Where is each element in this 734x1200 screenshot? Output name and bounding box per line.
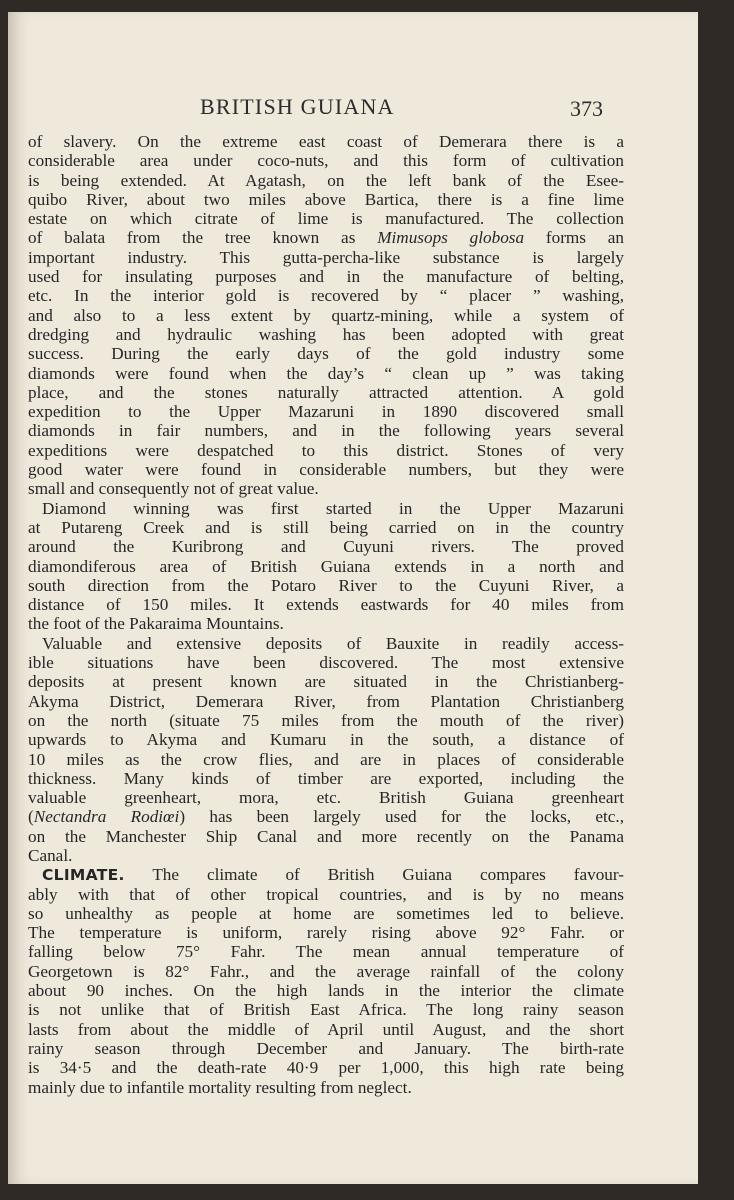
text-line: ably with that of other tropical countries, and is by no means [28,884,624,904]
text-line: good water were found in considerable numbers, but they were [28,460,624,480]
page-header [8,90,698,130]
text-line: is 34·5 and the death-rate 40·9 per 1,000, this high rate being [28,1058,624,1078]
text-line: estate on which citrate of lime is manufactured. The collection [28,209,624,229]
text-line: quibo River, about two miles above Bartica, there is a fine lime [28,189,624,209]
text-line: expedition to the Upper Mazaruni in 1890 discovered small [28,402,624,422]
text-line: Akyma District, Demerara River, from Plantation Christianberg [28,691,624,711]
text-line: place, and the stones naturally attracted attention. A gold [28,382,624,402]
text-fragment: forms an [524,228,624,248]
text-line: 10 miles as the crow flies, and are in places of considerable [28,749,624,769]
text-line: diamonds were found when the day’s “ clean up ” was taking [28,363,624,383]
text-line: falling below 75° Fahr. The mean annual temperature of [28,942,624,962]
text-fragment: has been largely used for the locks, etc., [209,807,625,827]
climate-heading: CLIMATE. [42,866,125,885]
text-line-paragraph-start: Diamond winning was first started in the Upper Mazaruni [42,498,624,518]
text-line: mainly due to infantile mortality resulting from neglect. [28,1077,412,1097]
text-line: expeditions were despatched to this district. Stones of very [28,440,624,460]
text-line: the foot of the Pakaraima Mountains. [28,614,284,634]
text-line: south direction from the Potaro River to the Cuyuni River, a [28,575,624,595]
text-line: valuable greenheart, mora, etc. British Guiana greenheart [28,788,624,808]
text-line: is not unlike that of British East Africa. The long rainy season [28,1000,624,1020]
text-line-paragraph-start: Valuable and extensive deposits of Bauxite in readily access- [42,633,624,653]
text-line: of slavery. On the extreme east coast of Demerara there is a [28,132,624,151]
text-line: success. During the early days of the gold industry some [28,344,624,364]
text-line: ible situations have been discovered. The most extensive [28,653,624,673]
text-line: considerable area under coco-nuts, and this form of cultivation [28,151,624,171]
running-head: BRITISH GUIANA [200,94,395,119]
text-line-greenheart [28,807,624,826]
text-line: rainy season through December and January. The birth-rate [28,1038,624,1058]
text-line: important industry. This gutta-percha-like substance is largely [28,247,624,267]
text-line: Canal. [28,845,73,865]
text-line: Georgetown is 82° Fahr., and the average rainfall of the colony [28,961,624,981]
text-line: lasts from about the middle of April until August, and the short [28,1019,624,1039]
italic-species-name: Mimusops globosa [377,228,525,248]
text-line: The temperature is uniform, rarely rising above 92° Fahr. or [28,923,624,943]
text-line: etc. In the interior gold is recovered by “ placer ” washing, [28,286,624,306]
text-line: and also to a less extent by quartz-mining, while a system of [28,305,624,325]
page-number: 373 [570,96,603,121]
text-line: thickness. Many kinds of timber are exported, including the [28,768,624,788]
body-text [28,132,624,1097]
book-page [8,12,698,1184]
text-line: on the Manchester Ship Canal and more recently on the Panama [28,826,624,846]
text-line: deposits at present known are situated in the Christianberg- [28,672,624,692]
text-fragment: The climate of British Guiana compares favour- [152,865,624,885]
text-line: used for insulating purposes and in the manufacture of belting, [28,267,624,287]
text-line: around the Kuribrong and Cuyuni rivers. The proved [28,537,624,557]
text-line: about 90 inches. On the high lands in the interior the climate [28,981,624,1001]
text-line-climate [28,865,624,884]
text-line: diamondiferous area of British Guiana extends in a north and [28,556,624,576]
text-line: distance of 150 miles. It extends eastwards for 40 miles from [28,595,624,615]
text-line: diamonds in fair numbers, and in the following years several [28,421,624,441]
text-line: dredging and hydraulic washing has been adopted with great [28,324,624,344]
text-fragment: ) [179,807,186,827]
text-fragment: ( [28,807,34,827]
text-line-balata [28,228,624,247]
text-line: is being extended. At Agatash, on the left bank of the Esee- [28,170,624,190]
text-fragment: of balata from the tree known as [28,228,356,248]
text-line: so unhealthy as people at home are sometimes led to believe. [28,903,624,923]
text-line: upwards to Akyma and Kumaru in the south, a distance of [28,730,624,750]
text-line: on the north (situate 75 miles from the mouth of the river) [28,710,624,730]
italic-species-name: Nectandra Rodiœi [33,807,180,827]
text-line: small and consequently not of great value. [28,479,319,499]
text-line: at Putareng Creek and is still being carried on in the country [28,517,624,537]
